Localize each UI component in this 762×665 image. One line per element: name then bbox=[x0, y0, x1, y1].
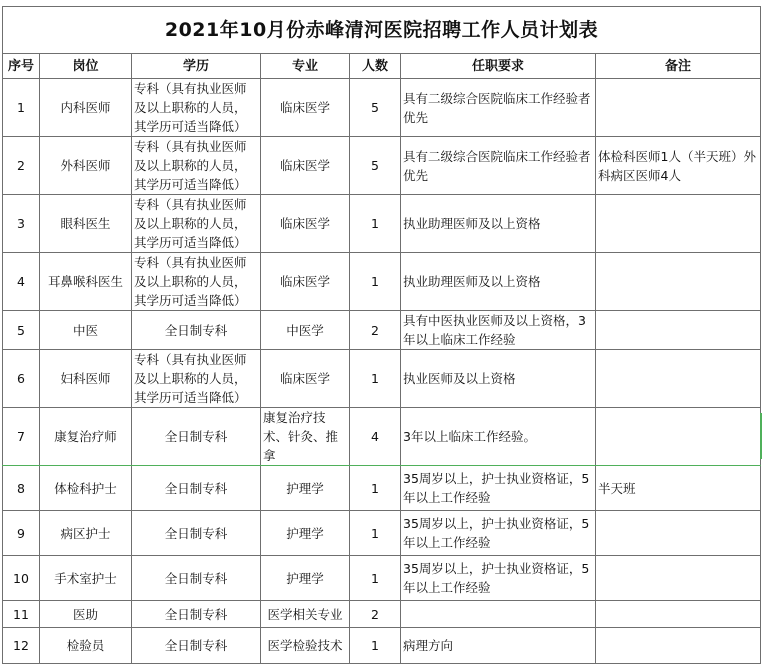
cell-requirement: 具有中医执业医师及以上资格，3年以上临床工作经验 bbox=[401, 311, 596, 350]
header-remark: 备注 bbox=[596, 54, 761, 79]
cell-requirement: 执业助理医师及以上资格 bbox=[401, 253, 596, 311]
table-row bbox=[3, 195, 761, 253]
recruitment-table bbox=[2, 6, 761, 664]
cell-count: 1 bbox=[350, 350, 401, 408]
cell-major: 护理学 bbox=[261, 556, 350, 601]
cell-major: 临床医学 bbox=[261, 350, 350, 408]
table-row bbox=[3, 408, 761, 466]
table-row bbox=[3, 311, 761, 350]
cell-requirement: 3年以上临床工作经验。 bbox=[401, 408, 596, 466]
cell-remark: 半天班 bbox=[596, 466, 761, 511]
cell-education: 全日制专科 bbox=[132, 556, 261, 601]
cell-no: 10 bbox=[3, 556, 40, 601]
cell-count: 4 bbox=[350, 408, 401, 466]
cell-major: 临床医学 bbox=[261, 137, 350, 195]
cell-remark bbox=[596, 556, 761, 601]
cell-requirement: 执业医师及以上资格 bbox=[401, 350, 596, 408]
header-row bbox=[3, 54, 761, 79]
cell-education: 专科（具有执业医师及以上职称的人员，其学历可适当降低） bbox=[132, 253, 261, 311]
cell-count: 1 bbox=[350, 253, 401, 311]
cell-education: 全日制专科 bbox=[132, 466, 261, 511]
cell-major: 护理学 bbox=[261, 466, 350, 511]
cell-education: 专科（具有执业医师及以上职称的人员，其学历可适当降低） bbox=[132, 350, 261, 408]
cell-position: 外科医师 bbox=[40, 137, 132, 195]
cell-no: 6 bbox=[3, 350, 40, 408]
table-row bbox=[3, 466, 761, 511]
cell-education: 全日制专科 bbox=[132, 601, 261, 628]
cell-no: 1 bbox=[3, 79, 40, 137]
cell-position: 内科医师 bbox=[40, 79, 132, 137]
cell-no: 12 bbox=[3, 628, 40, 664]
cell-major: 医学相关专业 bbox=[261, 601, 350, 628]
cell-no: 7 bbox=[3, 408, 40, 466]
cell-count: 1 bbox=[350, 556, 401, 601]
cell-position: 病区护士 bbox=[40, 511, 132, 556]
cell-count: 5 bbox=[350, 137, 401, 195]
cell-no: 11 bbox=[3, 601, 40, 628]
cell-position: 康复治疗师 bbox=[40, 408, 132, 466]
cell-remark: 体检科医师1人（半天班）外科病区医师4人 bbox=[596, 137, 761, 195]
cell-requirement: 35周岁以上，护士执业资格证，5年以上工作经验 bbox=[401, 511, 596, 556]
cell-remark bbox=[596, 253, 761, 311]
cell-position: 耳鼻喉科医生 bbox=[40, 253, 132, 311]
cell-education: 全日制专科 bbox=[132, 628, 261, 664]
header-no: 序号 bbox=[3, 54, 40, 79]
table-row bbox=[3, 511, 761, 556]
cell-remark bbox=[596, 350, 761, 408]
cell-position: 检验员 bbox=[40, 628, 132, 664]
cell-requirement: 执业助理医师及以上资格 bbox=[401, 195, 596, 253]
table-row bbox=[3, 601, 761, 628]
cell-no: 5 bbox=[3, 311, 40, 350]
table-row bbox=[3, 253, 761, 311]
cell-remark bbox=[596, 601, 761, 628]
cell-position: 体检科护士 bbox=[40, 466, 132, 511]
cell-education: 全日制专科 bbox=[132, 408, 261, 466]
cell-count: 2 bbox=[350, 311, 401, 350]
cell-no: 4 bbox=[3, 253, 40, 311]
cell-remark bbox=[596, 79, 761, 137]
cell-requirement: 病理方向 bbox=[401, 628, 596, 664]
cell-remark bbox=[596, 408, 761, 466]
cell-count: 1 bbox=[350, 511, 401, 556]
cell-major: 医学检验技术 bbox=[261, 628, 350, 664]
cell-position: 妇科医师 bbox=[40, 350, 132, 408]
header-count: 人数 bbox=[350, 54, 401, 79]
table-row bbox=[3, 79, 761, 137]
cell-position: 手术室护士 bbox=[40, 556, 132, 601]
cell-major: 护理学 bbox=[261, 511, 350, 556]
cell-requirement: 35周岁以上，护士执业资格证，5年以上工作经验 bbox=[401, 556, 596, 601]
cell-position: 医助 bbox=[40, 601, 132, 628]
cell-requirement: 具有二级综合医院临床工作经验者优先 bbox=[401, 79, 596, 137]
cell-no: 3 bbox=[3, 195, 40, 253]
cell-requirement bbox=[401, 601, 596, 628]
cell-no: 8 bbox=[3, 466, 40, 511]
cell-position: 中医 bbox=[40, 311, 132, 350]
table-title: 2021年10月份赤峰清河医院招聘工作人员计划表 bbox=[3, 7, 761, 54]
cell-remark bbox=[596, 195, 761, 253]
cell-remark bbox=[596, 311, 761, 350]
cell-remark bbox=[596, 511, 761, 556]
cell-no: 2 bbox=[3, 137, 40, 195]
cell-count: 1 bbox=[350, 466, 401, 511]
cell-requirement: 具有二级综合医院临床工作经验者优先 bbox=[401, 137, 596, 195]
cell-major: 中医学 bbox=[261, 311, 350, 350]
recruitment-sheet bbox=[2, 6, 760, 664]
cell-count: 5 bbox=[350, 79, 401, 137]
cell-major: 临床医学 bbox=[261, 79, 350, 137]
cell-education: 专科（具有执业医师及以上职称的人员，其学历可适当降低） bbox=[132, 137, 261, 195]
cell-count: 1 bbox=[350, 195, 401, 253]
cell-major: 康复治疗技术、针灸、推拿 bbox=[261, 408, 350, 466]
table-row bbox=[3, 350, 761, 408]
cell-major: 临床医学 bbox=[261, 253, 350, 311]
cell-remark bbox=[596, 628, 761, 664]
cell-major: 临床医学 bbox=[261, 195, 350, 253]
header-requirement: 任职要求 bbox=[401, 54, 596, 79]
cell-education: 专科（具有执业医师及以上职称的人员，其学历可适当降低） bbox=[132, 79, 261, 137]
header-position: 岗位 bbox=[40, 54, 132, 79]
cell-count: 2 bbox=[350, 601, 401, 628]
cell-count: 1 bbox=[350, 628, 401, 664]
header-major: 专业 bbox=[261, 54, 350, 79]
table-row bbox=[3, 556, 761, 601]
table-row bbox=[3, 628, 761, 664]
cell-education: 全日制专科 bbox=[132, 311, 261, 350]
cell-no: 9 bbox=[3, 511, 40, 556]
header-education: 学历 bbox=[132, 54, 261, 79]
cell-requirement: 35周岁以上，护士执业资格证，5年以上工作经验 bbox=[401, 466, 596, 511]
cell-education: 全日制专科 bbox=[132, 511, 261, 556]
table-row bbox=[3, 137, 761, 195]
cell-position: 眼科医生 bbox=[40, 195, 132, 253]
cell-education: 专科（具有执业医师及以上职称的人员，其学历可适当降低） bbox=[132, 195, 261, 253]
title-row bbox=[3, 7, 761, 54]
